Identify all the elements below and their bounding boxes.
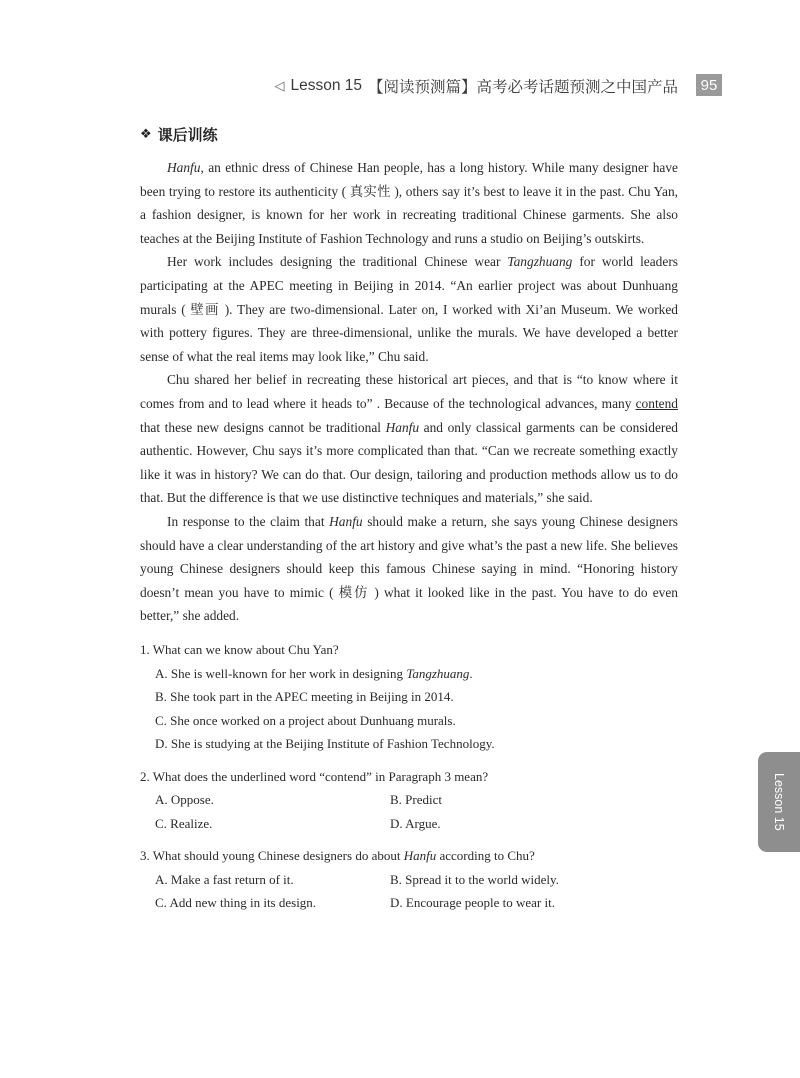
paragraph-4 <box>140 510 678 628</box>
options-grid <box>140 788 678 835</box>
options-grid <box>140 868 678 915</box>
header-lesson: Lesson 15 <box>290 77 362 94</box>
option-d: D. Encourage people to wear it. <box>390 895 555 910</box>
italic-term: Hanfu <box>329 513 363 529</box>
reading-passage <box>140 156 678 628</box>
option-b: B. She took part in the APEC meeting in Beijing in 2014. <box>155 689 454 704</box>
section-title <box>140 124 218 145</box>
option-c: C. Add new thing in its design. <box>155 895 317 910</box>
side-tab-label: Lesson 15 <box>772 773 786 831</box>
paragraph-text: , an ethnic dress of Chinese Han people, has a long history. While many designer have been trying to restore its authenticity ( 真实性 ), others say it’s best to leave it in the past. Chu Yan, a fashion designer, is known for her work in recreating traditional Chinese garments. She also teaches at the Beijing Institute of Fashion Technology and runs a studio on Beijing’s outskirts. <box>140 160 678 246</box>
option-text: A. She is well-known for her work in designing <box>155 665 407 681</box>
underlined-word: contend <box>635 395 678 411</box>
question-3 <box>140 844 678 915</box>
paragraph-text: should make a return, she says young Chinese designers should have a clear understanding of the art history and give what’s the past a new life. She believes young Chinese designers should keep this famous Chinese saying in mind. “Honoring history doesn’t mean you have to mimic ( 模仿 ) what it looked like in the past. You have to do even better,” she added. <box>140 513 678 624</box>
paragraph-text: Her work includes designing the traditional Chinese wear <box>167 254 508 270</box>
lesson-side-tab <box>758 752 800 852</box>
stem-text: according to Chu? <box>436 848 535 863</box>
page-number: 95 <box>696 74 722 96</box>
question-2 <box>140 765 678 836</box>
option-a: A. Oppose. <box>155 792 214 807</box>
header-title: 【阅读预测篇】高考必考话题预测之中国产品 <box>367 79 678 96</box>
option-b: B. Predict <box>390 792 442 807</box>
option-a: A. Make a fast return of it. <box>155 871 294 887</box>
italic-term: Tangzhuang <box>507 254 573 270</box>
question-stem <box>140 844 678 868</box>
paragraph-text: Chu shared her belief in recreating these historical art pieces, and that is “to know where it comes from and to lead where it heads to” . Because of the technological advances, many <box>140 372 678 411</box>
italic-term: Hanfu <box>167 160 201 175</box>
diamond-bullet-icon: ❖ <box>140 127 152 142</box>
paragraph-3 <box>140 368 678 510</box>
paragraph-1 <box>140 156 678 250</box>
option-a <box>140 662 678 686</box>
option-c: C. Realize. <box>155 815 213 831</box>
paragraph-2 <box>140 250 678 368</box>
option-text: . <box>469 665 473 681</box>
option-d: D. She is studying at the Beijing Institute of Fashion Technology. <box>155 736 495 751</box>
question-stem: 2. What does the underlined word “contend” in Paragraph 3 mean? <box>140 768 489 784</box>
italic-term: Hanfu <box>403 848 437 863</box>
option-c: C. She once worked on a project about Dunhuang murals. <box>155 712 456 728</box>
question-1 <box>140 638 678 756</box>
running-header <box>274 74 718 98</box>
italic-term: Hanfu <box>385 419 420 435</box>
section-title-text: 课后训练 <box>157 126 218 144</box>
question-list <box>140 638 678 924</box>
italic-term: Tangzhuang <box>406 665 470 681</box>
triangle-left-icon: ◁ <box>274 78 285 93</box>
paragraph-text: and only classical garments can be considered authentic. However, Chu says it’s more complicated than that. “Can we recreate something exactly like it was in history? We can do that. Our design, tailoring and production methods allow us to do that. But the difference is that we use distinctive techniques and materials,” she said. <box>140 419 678 506</box>
option-d: D. Argue. <box>390 815 441 831</box>
option-b: B. Spread it to the world widely. <box>390 871 559 887</box>
paragraph-text: that these new designs cannot be traditional <box>140 419 386 435</box>
paragraph-text: In response to the claim that <box>167 513 330 529</box>
paragraph-text: for world leaders participating at the APEC meeting in Beijing in 2014. “An earlier project was about Dunhuang murals ( 壁画 ). They are two-dimensional. Later on, I worked with Xi’an Museum. We worked with pottery figures. They are three-dimensional, unlike the murals. We have developed a better sense of what the real items may look like,” Chu said. <box>140 254 678 364</box>
stem-text: 3. What should young Chinese designers do about <box>140 848 404 863</box>
question-stem: 1. What can we know about Chu Yan? <box>140 642 339 657</box>
